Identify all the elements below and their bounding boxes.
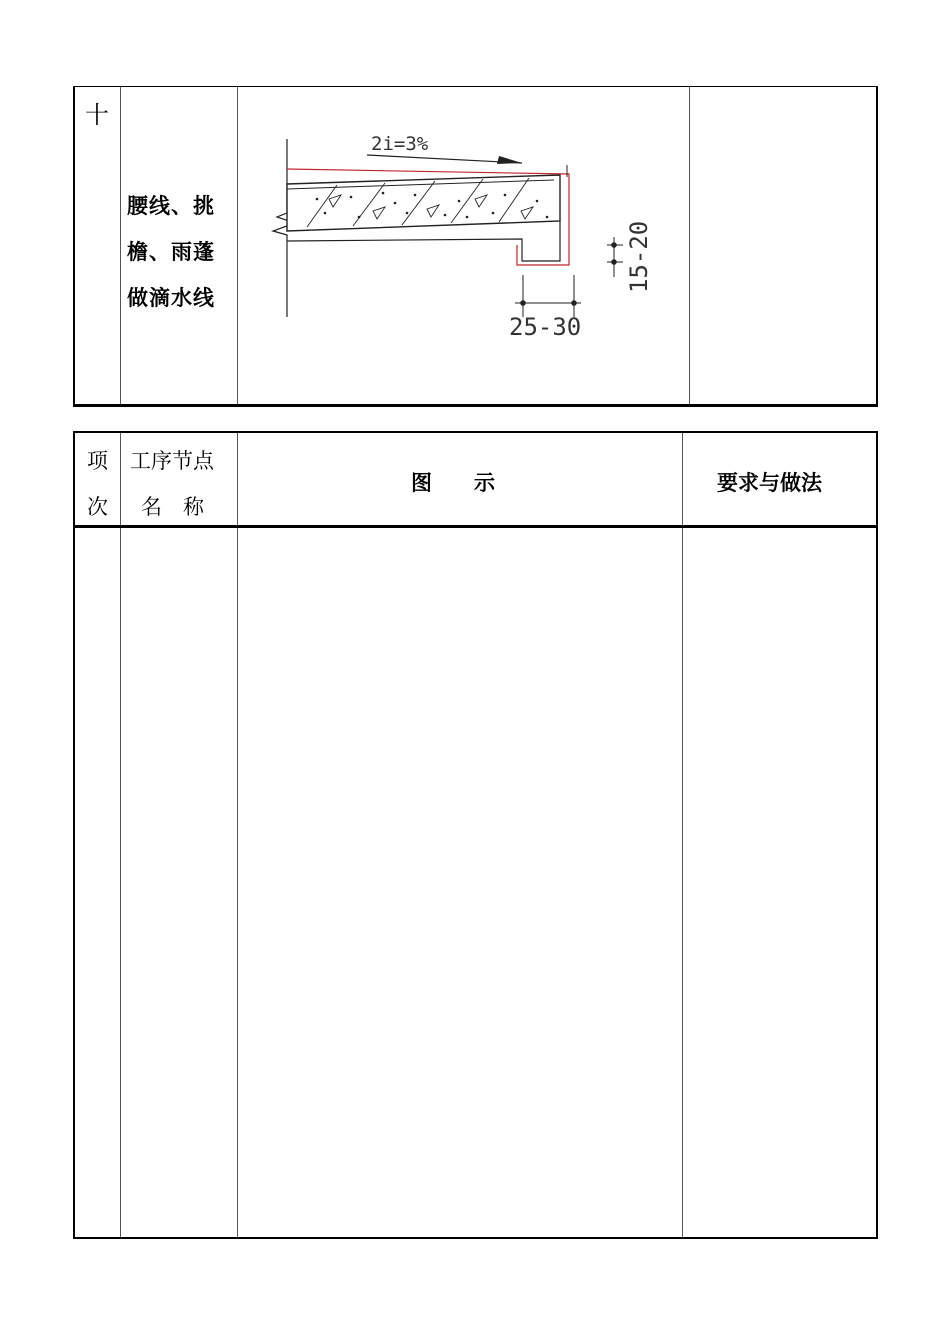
header-node-line2: 名 称 bbox=[141, 495, 204, 519]
dimension-dot bbox=[611, 242, 617, 248]
column-divider bbox=[237, 87, 238, 404]
dimension-dot bbox=[571, 300, 577, 306]
concrete-slab bbox=[287, 175, 560, 231]
node-name-line: 檐、雨蓬 bbox=[127, 240, 215, 264]
drip-line-detail-drawing bbox=[267, 117, 667, 357]
column-divider bbox=[689, 87, 690, 404]
width-dimension-label: 25-30 bbox=[509, 313, 582, 341]
width-dimension bbox=[515, 275, 581, 317]
column-divider bbox=[120, 87, 121, 404]
header-rule bbox=[75, 525, 876, 528]
bottom-table bbox=[73, 431, 878, 1239]
height-dimension-label: 15-20 bbox=[625, 220, 653, 293]
header-item-line2: 次 bbox=[87, 495, 108, 519]
dimension-dot bbox=[520, 300, 526, 306]
header-figure: 图 示 bbox=[411, 471, 495, 495]
node-name-line: 腰线、挑 bbox=[127, 194, 215, 218]
column-divider bbox=[682, 433, 683, 1237]
column-divider bbox=[237, 433, 238, 1237]
header-node-line1: 工序节点 bbox=[130, 449, 214, 473]
node-name-line: 做滴水线 bbox=[127, 286, 215, 310]
slope-label: 2i=3% bbox=[371, 133, 429, 155]
item-number: 十 bbox=[85, 101, 109, 129]
node-name bbox=[127, 183, 231, 321]
header-item-line1: 项 bbox=[87, 449, 108, 473]
slope-arrow-head bbox=[497, 156, 522, 164]
dimension-dot bbox=[611, 259, 617, 265]
header-method: 要求与做法 bbox=[717, 471, 822, 495]
column-divider bbox=[120, 433, 121, 1237]
top-table bbox=[73, 86, 878, 407]
